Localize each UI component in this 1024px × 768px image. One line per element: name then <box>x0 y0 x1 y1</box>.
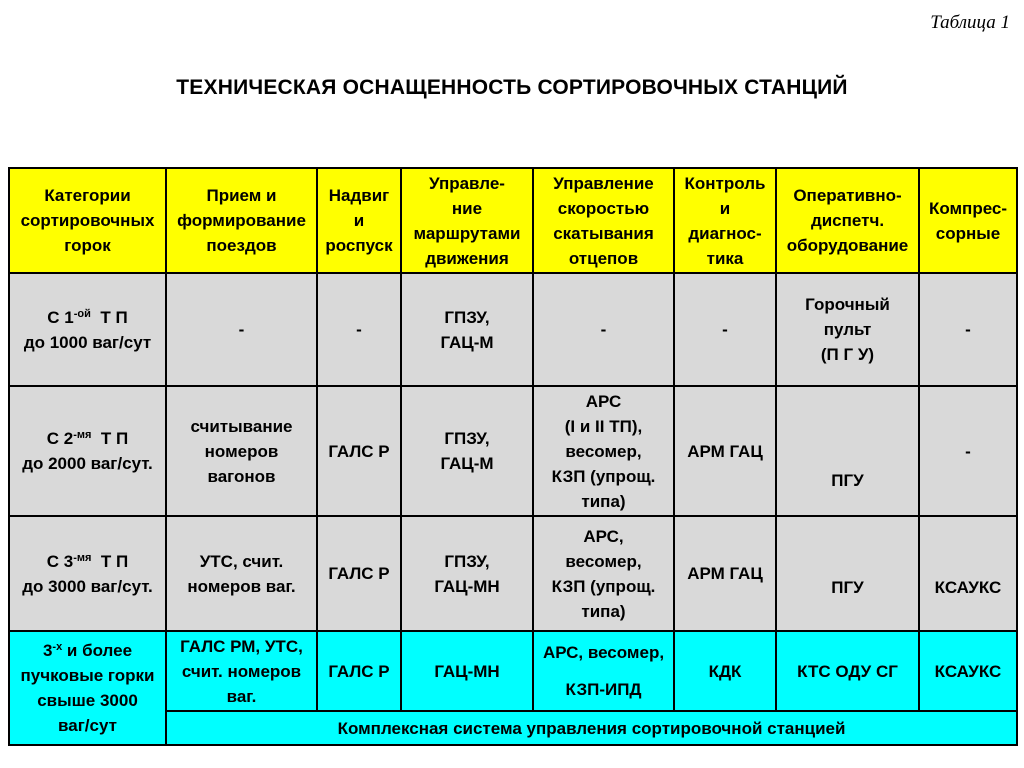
table-cell: - <box>533 273 674 386</box>
category-cell: $3^{-х}$ и более пучковые горки свыше 3000 ваг/сут <box>9 631 166 745</box>
table-cell: КСАУКС <box>919 516 1017 631</box>
document-label: Таблица 1 <box>930 12 1010 33</box>
table-cell: АРС, весомер, КЗП-ИПД <box>533 631 674 711</box>
table-cell: ГАЛС Р <box>317 631 401 711</box>
table-cell: АРС (I и II ТП), весомер, КЗП (упрощ. типа) <box>533 386 674 516</box>
header-cell: Надвиг и роспуск <box>317 168 401 273</box>
table-row <box>9 516 1017 631</box>
table-cell: ГАЛС Р <box>317 516 401 631</box>
category-cell: С $1^{-ой}$ Т П до 1000 ваг/сут <box>9 273 166 386</box>
table-cell: считывание номеров вагонов <box>166 386 317 516</box>
page-title: ТЕХНИЧЕСКАЯ ОСНАЩЕННОСТЬ СОРТИРОВОЧНЫХ СТАНЦИЙ <box>176 76 848 99</box>
header-cell: Категории сортировочных горок <box>9 168 166 273</box>
table-cell: КТС ОДУ СГ <box>776 631 919 711</box>
header-cell: Управле- ние маршрутами движения <box>401 168 533 273</box>
table-cell: АРМ ГАЦ <box>674 516 776 631</box>
category-cell: С $2^{-мя}$ Т П до 2000 ваг/сут. <box>9 386 166 516</box>
header-cell: Прием и формирование поездов <box>166 168 317 273</box>
table-row <box>9 386 1017 516</box>
table-cell: КДК <box>674 631 776 711</box>
table-cell: - <box>166 273 317 386</box>
table-cell: - <box>919 386 1017 516</box>
table-cell: ГПЗУ, ГАЦ-М <box>401 273 533 386</box>
table-cell: ГПЗУ, ГАЦ-М <box>401 386 533 516</box>
table-cell: АРМ ГАЦ <box>674 386 776 516</box>
table-row <box>9 631 1017 711</box>
category-cell: С $3^{-мя}$ Т П до 3000 ваг/сут. <box>9 516 166 631</box>
table-cell: ГАЛС РМ, УТС, счит. номеров ваг. <box>166 631 317 711</box>
header-cell: Управление скоростью скатывания отцепов <box>533 168 674 273</box>
table-cell: АРС, весомер, КЗП (упрощ. типа) <box>533 516 674 631</box>
header-cell: Контроль и диагнос- тика <box>674 168 776 273</box>
table-cell: ГАЛС Р <box>317 386 401 516</box>
footer-span-cell: Комплексная система управления сортировочной станцией <box>166 711 1017 745</box>
equipment-table <box>8 167 1018 746</box>
table-cell: ПГУ <box>776 386 919 516</box>
header-cell: Оперативно- диспетч. оборудование <box>776 168 919 273</box>
table-cell: - <box>919 273 1017 386</box>
header-cell: Компрес- сорные <box>919 168 1017 273</box>
table-cell: - <box>674 273 776 386</box>
table-cell: КСАУКС <box>919 631 1017 711</box>
table-cell: ГПЗУ, ГАЦ-МН <box>401 516 533 631</box>
table-cell: УТС, счит. номеров ваг. <box>166 516 317 631</box>
header-row <box>9 168 1017 273</box>
table-cell: - <box>317 273 401 386</box>
table-cell: ПГУ <box>776 516 919 631</box>
table-row <box>9 273 1017 386</box>
table-cell: Горочный пульт (П Г У) <box>776 273 919 386</box>
table-cell: ГАЦ-МН <box>401 631 533 711</box>
